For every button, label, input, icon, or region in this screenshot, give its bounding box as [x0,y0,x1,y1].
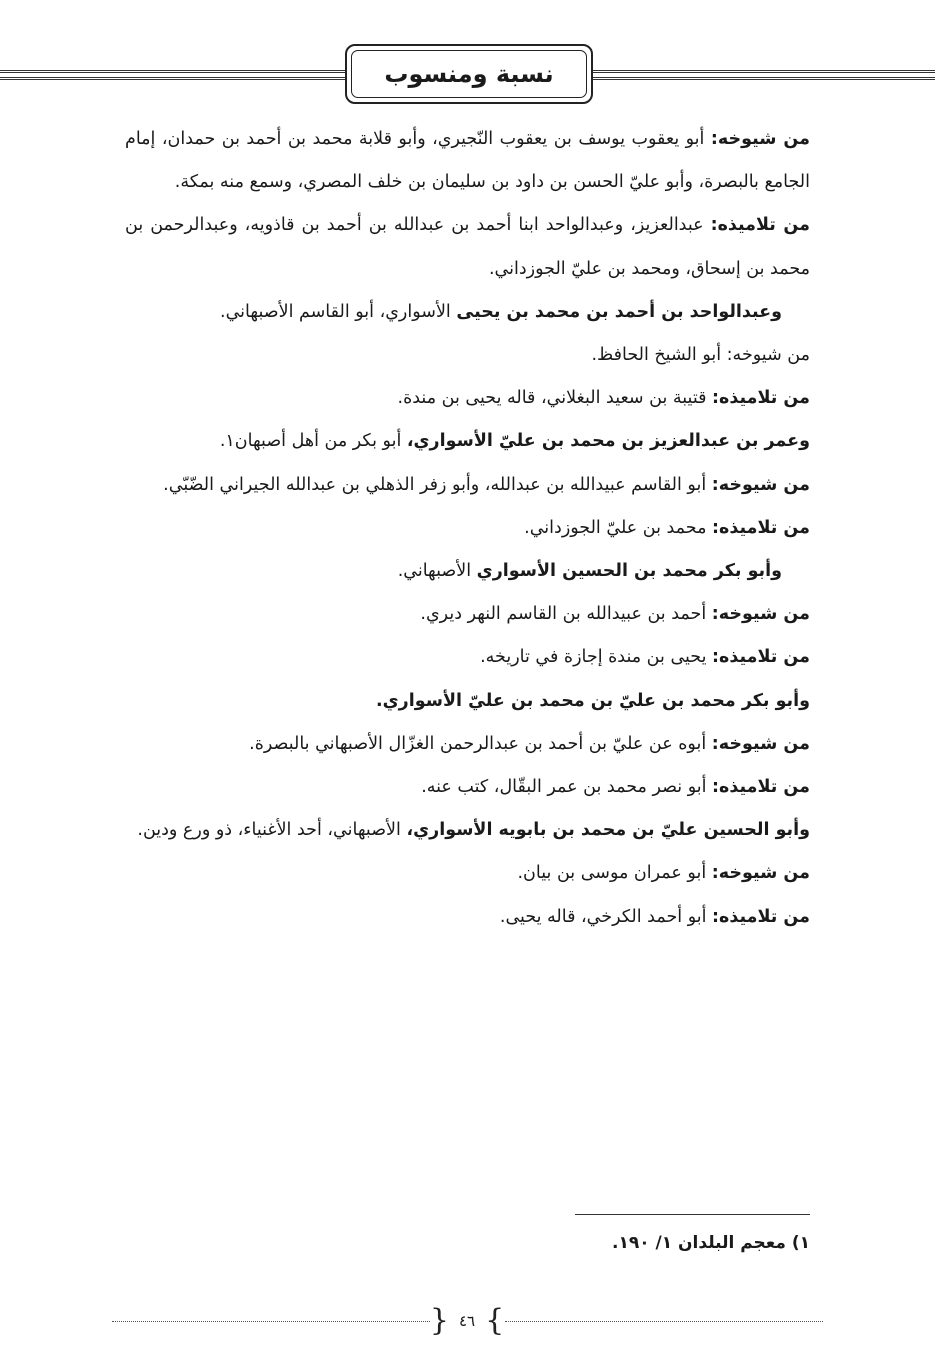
paragraph-label: من شيوخه: [711,733,810,754]
paragraph [125,852,810,895]
paragraph-text: أبو بكر من أهل أصبهان١. [219,431,407,452]
paragraph-label: وعبدالواحد بن أحمد بن محمد بن يحيى [456,301,782,322]
paragraph [125,896,810,939]
paragraph-text: أبو أحمد الكرخي، قاله يحيى. [499,906,713,927]
paragraph-text: عبدالعزيز، وعبدالواحد ابنا أحمد بن عبدالله بن أحمد بن قاذويه، وعبدالرحمن بن محمد بن إسحاق، ومحمد بن عليّ الجوزداني. [125,215,810,279]
paragraph-label: من شيوخه: [711,604,810,625]
paragraph-label: من شيوخه: [711,474,810,495]
paragraph-label: من تلاميذه: [710,215,810,236]
paragraph [125,377,810,420]
header-title: نسبة ومنسوب [351,50,587,98]
paragraph [125,291,810,334]
paragraph [125,809,810,852]
paragraph [125,464,810,507]
paragraph [125,593,810,636]
paragraph-text: قتيبة بن سعيد البغلاني، قاله يحيى بن مندة. [397,388,713,409]
paragraph [125,420,810,463]
page-number-text: ٤٦ [458,1312,476,1330]
paragraph-text: أبو نصر محمد بن عمر البقّال، كتب عنه. [421,777,713,798]
paragraph-label: وأبو بكر محمد بن الحسين الأسواري [476,561,782,582]
body-text [125,118,810,939]
open-brace-icon: } [485,1303,505,1338]
page-number-rule-right [505,1321,823,1322]
footnote-separator [575,1214,810,1215]
paragraph-label: وأبو الحسين عليّ بن محمد بن بابويه الأسواري، [406,820,810,841]
paragraph-label: من تلاميذه: [712,388,810,409]
paragraph [125,636,810,679]
header-rule-right [593,70,935,80]
header-title-frame [345,44,593,104]
paragraph-text: أبو القاسم عبيدالله بن عبدالله، وأبو زفر الذهلي بن عبدالله الجيراني الضّبّي. [163,474,712,495]
paragraph-text: أبوه عن عليّ بن أحمد بن عبدالرحمن الغزّال الأصبهاني بالبصرة. [249,733,712,754]
paragraph-label: من شيوخه: [710,129,810,149]
paragraph-label: من تلاميذه: [712,647,810,668]
paragraph-text: الأصبهاني. [397,561,477,582]
paragraph-label: من تلاميذه: [712,777,810,798]
paragraph-label: وعمر بن عبدالعزيز بن محمد بن عليّ الأسواري، [406,431,810,452]
footnote: ١) معجم البلدان ١/ ١٩٠. [611,1233,810,1253]
page-number-rule-left [112,1321,430,1322]
paragraph [125,550,810,593]
paragraph-text: يحيى بن مندة إجازة في تاريخه. [480,647,713,668]
paragraph [125,723,810,766]
paragraph-text: أبو يعقوب يوسف بن يعقوب النّجيري، وأبو قلابة محمد بن أحمد بن حمدان، إمام الجامع بالبصرة، وأبو عليّ الحسن بن داود بن سليمان بن خلف المصري، وسمع منه بمكة. [125,129,810,193]
paragraph [125,766,810,809]
paragraph-text: الأصبهاني، أحد الأغنياء، ذو ورع ودين. [137,820,407,841]
paragraph-text: من شيوخه: أبو الشيخ الحافظ. [591,345,810,366]
paragraph [125,118,810,204]
paragraph-text: الأسواري، أبو القاسم الأصبهاني. [220,301,457,322]
paragraph-text: أبو عمران موسى بن بيان. [517,863,712,884]
paragraph [125,507,810,550]
page-number [429,1303,505,1339]
paragraph-text: محمد بن عليّ الجوزداني. [524,517,713,538]
paragraph-label: من شيوخه: [711,863,810,884]
header-rule-left [0,70,345,80]
paragraph-label: وأبو بكر محمد بن عليّ بن محمد بن عليّ الأسواري. [376,690,810,711]
page-header [0,42,935,110]
paragraph-label: من تلاميذه: [712,517,810,538]
paragraph [125,204,810,290]
paragraph [125,334,810,377]
paragraph [125,680,810,723]
close-brace-icon: { [429,1303,449,1338]
paragraph-label: من تلاميذه: [712,906,810,927]
paragraph-text: أحمد بن عبيدالله بن القاسم النهر ديري. [420,604,712,625]
